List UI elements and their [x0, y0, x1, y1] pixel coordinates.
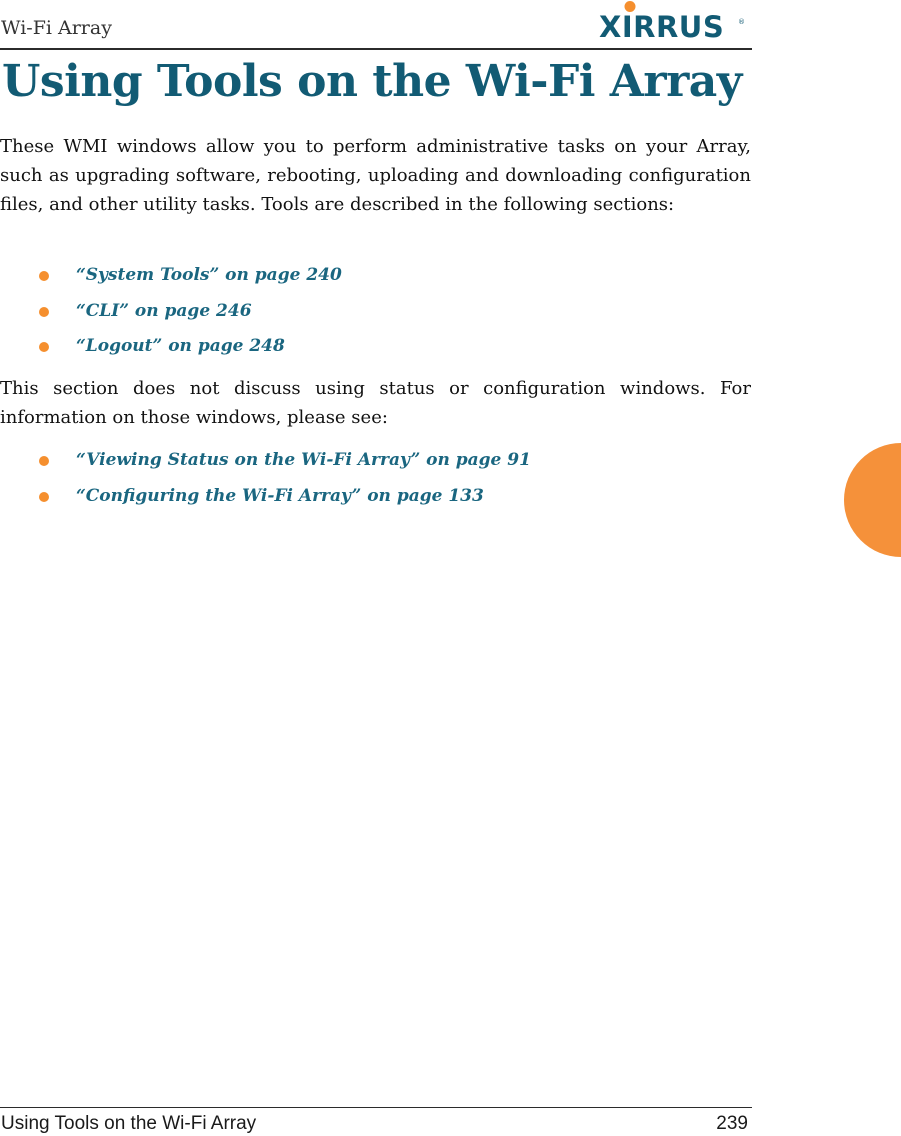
svg-text:®: ® [738, 18, 745, 26]
svg-text:XIRRUS: XIRRUS [599, 10, 725, 40]
link-viewing-status[interactable]: “Viewing Status on the Wi-Fi Array” on page 91 [76, 450, 531, 470]
bullet-icon [39, 307, 49, 317]
list-item [0, 482, 700, 518]
list-item [0, 332, 700, 368]
running-header-title: Wi-Fi Array [1, 17, 112, 39]
bullet-icon [39, 456, 49, 466]
list-item [0, 297, 700, 333]
tool-links-list [0, 261, 700, 368]
intro-paragraph: These WMI windows allow you to perform administrative tasks on your Array, such as upgrading software, rebooting, uploading and downloading configuration files, and other utility tasks. Tools are described in the following sections: [0, 136, 751, 215]
list-item [0, 446, 700, 482]
link-configuring[interactable]: “Configuring the Wi-Fi Array” on page 133 [76, 485, 484, 506]
page-number: 239 [716, 1113, 748, 1134]
xirrus-logo [598, 0, 748, 40]
link-system-tools[interactable]: “System Tools” on page 240 [76, 265, 342, 285]
footer-section-title: Using Tools on the Wi-Fi Array [1, 1113, 257, 1134]
footer-divider [0, 1107, 752, 1108]
note-paragraph: This section does not discuss using status or configuration windows. For information on those windows, please see: [0, 378, 751, 428]
link-logout[interactable]: “Logout” on page 248 [76, 336, 285, 356]
bullet-icon [39, 342, 49, 352]
related-links-list [0, 446, 700, 517]
page-title: Using Tools on the Wi-Fi Array [2, 56, 742, 107]
header-divider [0, 48, 752, 50]
bullet-icon [39, 271, 49, 281]
bullet-icon [39, 492, 49, 502]
chapter-side-tab [844, 443, 901, 557]
list-item [0, 261, 700, 297]
link-cli[interactable]: “CLI” on page 246 [76, 300, 252, 321]
